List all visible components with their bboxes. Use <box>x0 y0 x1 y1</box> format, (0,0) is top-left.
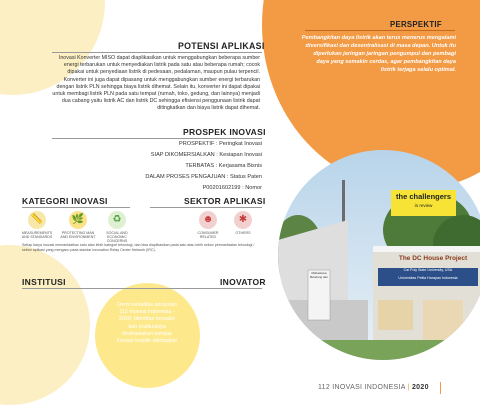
recycle-icon: ♻ <box>108 211 126 229</box>
potensi-divider <box>52 52 262 53</box>
kategori-title: KATEGORI INOVASI <box>22 196 108 206</box>
footer-text: 112 INOVASI INDONESIA <box>318 384 406 391</box>
page-footer <box>318 384 429 391</box>
perspektif-body: Pembangkitan daya listrik akan terus menerus mengalami diversifikasi dan desentralisasi di masa depan. Untuk itu diperlukan jaringan jaringan pengumpul dan pembagi daya yang semakin cerdas, agar pembangkitan daya listrik terjaga selalu optimal. <box>301 35 456 73</box>
footer-separator: | <box>407 384 412 391</box>
prospek-row: TERBATAS : Kerjasama Bisnis <box>185 163 262 169</box>
house-sub: Cal Poly State University, USA <box>403 268 453 272</box>
institusi-divider <box>22 288 262 289</box>
institusi-title: INSTITUSI <box>22 277 66 287</box>
prospek-row: PROSPEKTIF : Peringkat Inovasi <box>178 141 262 147</box>
project-photo <box>278 150 480 360</box>
sector-others: ✱ OTHERS <box>228 211 258 235</box>
category-footnote: Setiap karya inovasi memanfaatkan satu atau lebih kategori teknologi, dan bisa diaplikasikan pada satu atau lebih sektor permanfaatan teknologi / sektor aplikasi yang mengacu pada standar Innovation Relay Center Network (IRC). <box>22 243 255 252</box>
kategori-divider <box>22 207 130 208</box>
box-text: Mahasiswa Bandung dan <box>310 271 328 279</box>
leaf-icon: 🌿 <box>69 211 87 229</box>
footer-year: 2020 <box>411 384 429 391</box>
sektor-divider <box>150 207 262 208</box>
sign-brand: the challengers <box>395 192 452 201</box>
prospek-row: SIAP DIKOMERSIALKAN : Kesiapan Inovasi <box>150 152 262 158</box>
inovator-title: INOVATOR <box>220 277 266 287</box>
category-measurements: 📏 MEASUREMENTS AND STANDARDS <box>20 211 54 239</box>
potensi-title: POTENSI APLIKASI <box>178 41 265 51</box>
perspektif-title: PERSPEKTIF <box>390 20 442 29</box>
category-protecting: 🌿 PROTECTING MAN AND ENVIRONMENT <box>60 211 96 239</box>
prospek-row: DALAM PROSES PENGAJUAN : Status Paten <box>145 174 262 180</box>
sign-sub: in review <box>414 203 433 208</box>
category-social-economic: ♻ SOCIAL AND ECONOMIC CONCERNS <box>100 211 134 244</box>
potensi-body: Inovasi Konverter MISO dapat diaplikasikan untuk menggabungkan beberapa sumber energi terbarukan untuk menyediakan listrik pada satu atau beberapa rumah; cocok dipakai untuk penyediaan listrik di pedesaan, pedalaman, maupun pulau terpencil. Konverter ini juga dapat dipasang untuk menggabungkan sumber energi terbarukan dengan listrik PLN sehingga biaya listrik dihemat. Selain itu, konverter ini dapat dipakai untuk membagi listrik PLN pada satu tempat (rumah, toko, gedung, dan lainnya) menjadi dua cabang yaitu listrik AC dan listrik DC sehingga efisiensi penggunaan listrik dapat ditingkatkan dan biaya listrik dapat dihemat. <box>52 55 260 112</box>
prospek-title: PROSPEK INOVASI <box>183 127 266 137</box>
prospek-divider <box>52 138 262 139</box>
footer-rule <box>440 382 441 394</box>
prospek-row: P00201602199 : Nomor <box>202 185 262 191</box>
yellow-circle-decoration-bottom <box>0 245 90 405</box>
house-sub2: Universitas Pelita Harapan Indonesia <box>398 276 458 280</box>
person-icon: ☻ <box>199 211 217 229</box>
privacy-note: Demi netralitas penjurian 112 Inovasi Indonesia - 2020, Identitas Inovator dan Institusinya dirahasiakan sampai Inovasi terpilih ditetapkan <box>116 302 178 345</box>
sektor-title: SEKTOR APLIKASI <box>184 196 266 206</box>
perspektif-divider <box>305 30 455 31</box>
others-icon: ✱ <box>234 211 252 229</box>
ruler-icon: 📏 <box>28 211 46 229</box>
house-title: The DC House Project <box>398 255 468 262</box>
sector-consumer-related: ☻ CONSUMER RELATED <box>193 211 223 239</box>
